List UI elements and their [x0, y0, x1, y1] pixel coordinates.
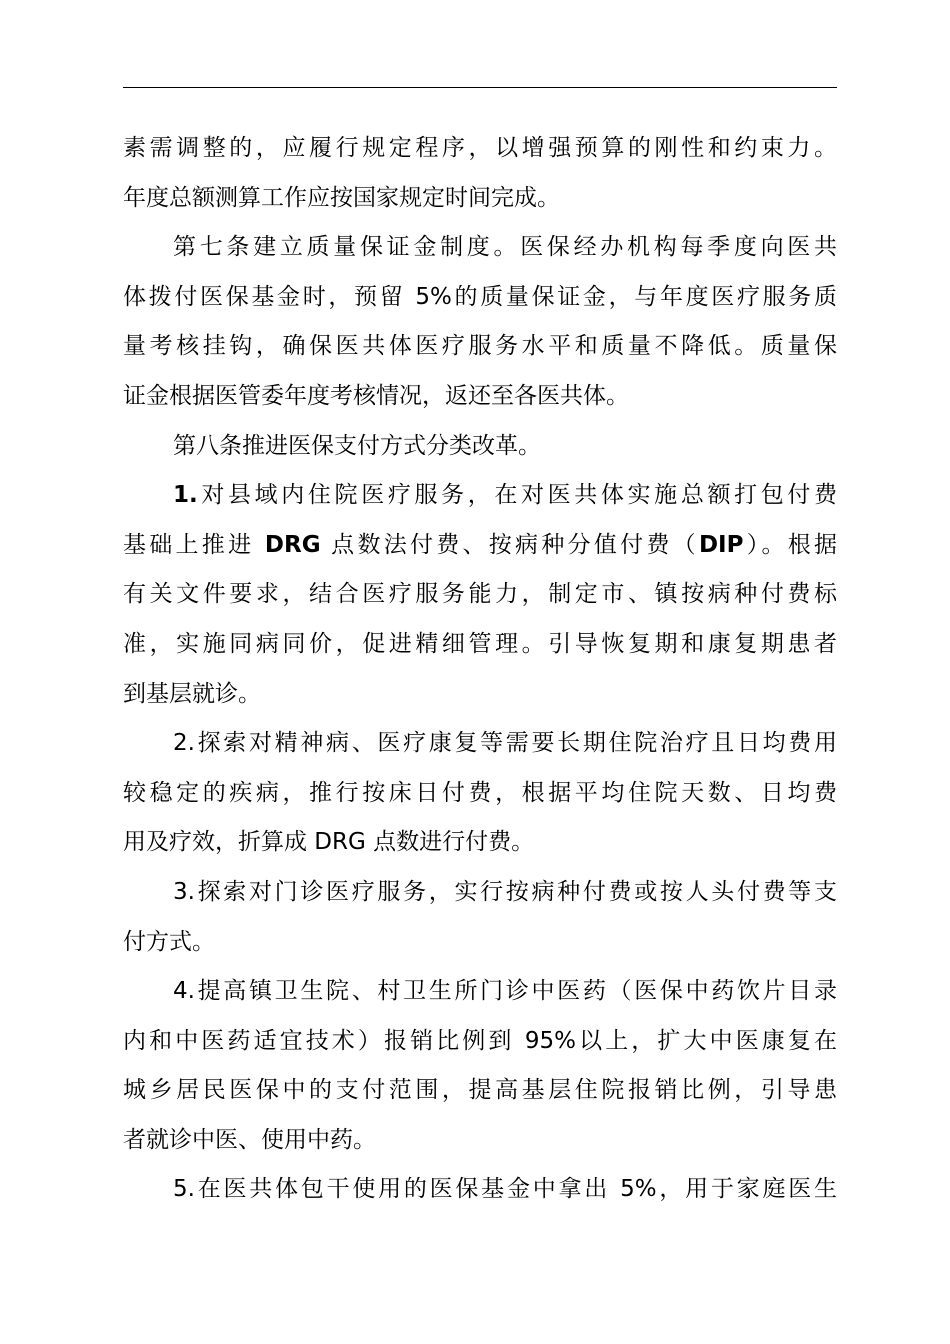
drg-term: DRG	[264, 531, 321, 558]
text-line: 用及疗效，折算成 DRG 点数进行付费。	[123, 829, 535, 856]
header-rule	[123, 87, 837, 88]
text-line: 证金根据医管委年度考核情况，返还至各医共体。	[123, 382, 629, 409]
text-line: 有关文件要求，结合医疗服务能力，制定市、镇按病种付费标	[123, 581, 837, 608]
list-number: 1.	[173, 482, 198, 509]
text-line: 3.探索对门诊医疗服务，实行按病种付费或按人头付费等支	[173, 878, 837, 905]
text-span: 对县域内住院医疗服务，在对医共体实施总额打包付费	[197, 482, 837, 509]
text-line: 第七条建立质量保证金制度。医保经办机构每季度向医共	[173, 234, 837, 261]
text-line: 者就诊中医、使用中药。	[123, 1126, 376, 1153]
text-line: 4.提高镇卫生院、村卫生所门诊中医药（医保中药饮片目录	[173, 978, 837, 1005]
text-span: ）。根据	[743, 531, 837, 558]
text-line: 城乡居民医保中的支付范围，提高基层住院报销比例，引导患	[123, 1077, 837, 1104]
document-body	[123, 124, 837, 1215]
text-line: 到基层就诊。	[123, 680, 261, 707]
text-line: 较稳定的疾病，推行按床日付费，根据平均住院天数、日均费	[123, 779, 837, 806]
text-line	[123, 521, 837, 571]
text-line: 付方式。	[123, 928, 215, 955]
text-line	[123, 471, 837, 521]
text-line: 素需调整的，应履行规定程序，以增强预算的刚性和约束力。	[123, 135, 837, 161]
text-line: 量考核挂钩，确保医共体医疗服务水平和质量不降低。质量保	[123, 333, 837, 360]
text-span: 基础上推进	[123, 531, 265, 558]
text-line: 第八条推进医保支付方式分类改革。	[173, 432, 541, 459]
text-span: 点数法付费、按病种分值付费（	[320, 531, 699, 558]
text-line: 年度总额测算工作应按国家规定时间完成。	[123, 184, 560, 211]
text-line: 准，实施同病同价，促进精细管理。引导恢复期和康复期患者	[123, 630, 837, 657]
text-line: 5.在医共体包干使用的医保基金中拿出 5%，用于家庭医生	[173, 1176, 837, 1203]
text-line: 体拨付医保基金时，预留 5%的质量保证金，与年度医疗服务质	[123, 283, 837, 310]
text-line: 内和中医药适宜技术）报销比例到 95%以上，扩大中医康复在	[123, 1027, 837, 1054]
dip-term: DIP	[698, 531, 744, 558]
text-line: 2.探索对精神病、医疗康复等需要长期住院治疗且日均费用	[173, 730, 837, 757]
